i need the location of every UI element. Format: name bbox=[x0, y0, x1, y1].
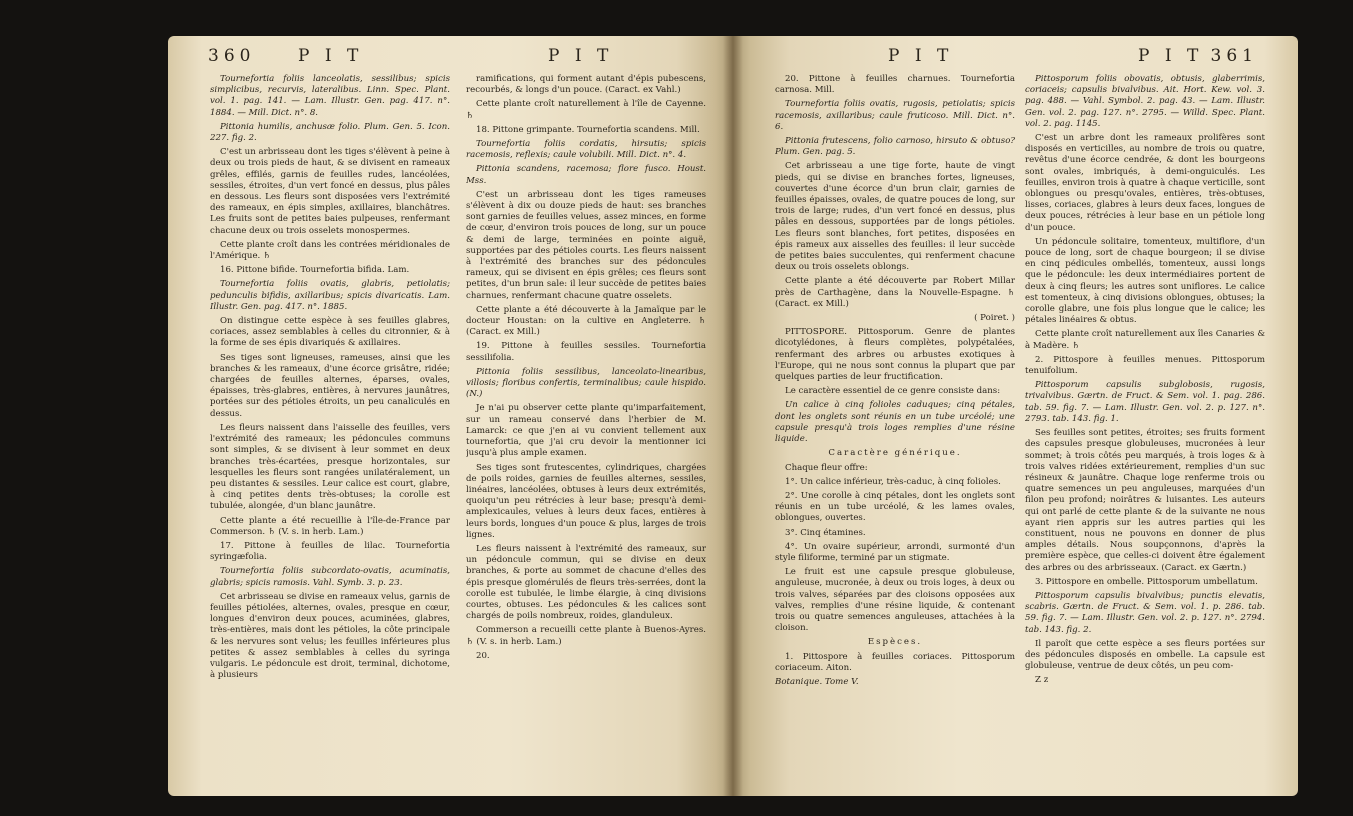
paragraph: Les fleurs naissent à l'extrémité des rameaux, sur un pédoncule commun, qui se divise en deux branches, & porte au sommet de chacune d'elles des épis presque glomérulés de fleurs très-serrées, dont la corolle est tubulée, le limbe élargie, à cinq divisions courtes, obtuses. Les pédoncules & les calices sont chargés de poils nombreux, roides, glanduleux. bbox=[466, 543, 706, 622]
paragraph: Pittonia foliis sessilibus, lanceolato-linearibus, villosis; floribus confertis, terminalibus; caule hispido. (N.) bbox=[466, 366, 706, 400]
paragraph: 16. Pittone bifide. Tournefortia bifida. Lam. bbox=[220, 265, 410, 276]
paragraph: Pittosporum capsulis bivalvibus; punctis elevatis, scabris. Gærtn. de Fruct. & Sem. vol. 1. p. 286. tab. 59. fig. 7. — Lam. Illustr. Gen. vol. 2. p. 127. n°. 2794. tab. 143. fig. 2. bbox=[1025, 590, 1265, 635]
left-page bbox=[168, 36, 733, 796]
paragraph: Cette plante croît naturellement aux îles Canaries & à Madère. ♄ bbox=[1025, 329, 1265, 351]
paragraph: Tournefortia foliis ovatis, rugosis, petiolatis; spicis racemosis, axillaribus; caule fruticoso. Mill. Dict. n°. 6. bbox=[775, 99, 1015, 132]
open-book bbox=[168, 36, 1298, 796]
left-column-2 bbox=[466, 74, 706, 786]
right-head-column-1: P I T bbox=[888, 46, 954, 66]
page-number-left: 360 bbox=[208, 46, 256, 66]
paragraph: Tournefortia foliis cordatis, hirsutis; spicis racemosis, reflexis; caule volubili. Mill. Dict. n°. 4. bbox=[466, 139, 706, 161]
paragraph: C'est un arbrisseau dont les tiges s'élèvent à peine à deux ou trois pieds de haut, & se divisent en rameaux grêles, effilés, garnis de feuilles rudes, lancéolées, sessiles, étroites, d'un vert foncé en dessus, plus pâles en dessous. Les fleurs sont disposées vers l'extrémité des rameaux, en épis simples, axillaires, blanchâtres. Les fruits sont de petites baies pulpeuses, renfermant chacune deux ou trois osselets monospermes. bbox=[210, 147, 450, 236]
paragraph: Z z bbox=[1035, 675, 1049, 686]
paragraph: 2°. Une corolle à cinq pétales, dont les onglets sont réunis en un tube urcéolé, & les lames ovales, oblongues, ouvertes. bbox=[775, 490, 1015, 524]
paragraph: 17. Pittone à feuilles de lilac. Tournefortia syringæfolia. bbox=[210, 540, 450, 563]
paragraph: Tournefortia foliis subcordato-ovatis, acuminatis, glabris; spicis ramosis. Vahl. Symb. 3. p. 23. bbox=[210, 566, 450, 588]
paragraph: Pittonia humilis, anchusæ folio. Plum. Gen. 5. Icon. 227. fig. 2. bbox=[210, 121, 450, 144]
paragraph: 2. Pittospore à feuilles menues. Pittosporum tenuifolium. bbox=[1025, 354, 1265, 377]
paragraph: Je n'ai pu observer cette plante qu'imparfaitement, sur un rameau conservé dans l'herbier de M. Lamarck: ce que j'en ai vu convient tellement aux tournefortia, que j'ai cru devoir la mentionner ici jusqu'à plus ample examen. bbox=[466, 403, 706, 459]
paragraph: Cette plante a été recueillie à l'île-de-France par Commerson. ♄ (V. s. in herb. Lam.) bbox=[210, 515, 450, 537]
paragraph: Pittosporum foliis obovatis, obtusis, glaberrimis, coriaceis; capsulis bivalvibus. Ait. Hort. Kew. vol. 3. pag. 488. — Vahl. Symbol. 2. pag. 43. — Lam. Illustr. Gen. vol. 2. pag. 127. n°. 2795. — Willd. Spec. Plant. vol. 2. pag. 1145. bbox=[1025, 74, 1265, 129]
paragraph: C'est un arbre dont les rameaux prolifères sont disposés en verticilles, au nombre de trois ou quatre, revêtus d'une écorce cendrée, & dont les bourgeons sont ovales, imbriqués, à demi-onguiculés. Les feuilles, environ trois à quatre à chaque verticille, sont oblongues ou presqu'ovales, entières, très-obtuses, lisses, coriaces, glabres à leurs deux faces, longues de deux pouces, rétrécies à leur base en un pétiole long d'un pouce. bbox=[1025, 133, 1265, 233]
left-running-head bbox=[208, 46, 703, 70]
page-number-right: 361 bbox=[1210, 46, 1258, 66]
paragraph: PITTOSPORE. Pittosporum. Genre de plantes dicotylédones, à fleurs complètes, polypétalées, renfermant des arbres ou arbustes exotiques à l'Europe, qui ne nous sont connus la plupart que par quelques parties de leur fructification. bbox=[775, 327, 1015, 383]
paragraph: Cette plante croît dans les contrées méridionales de l'Amérique. ♄ bbox=[210, 239, 450, 262]
paragraph: Les fleurs naissent dans l'aisselle des feuilles, vers l'extrémité des rameaux; les pédoncules communs sont simples, & se divisent à leur sommet en deux branches très-écartées, presque horizontales, sur lesquelles les fleurs sont rangées unilatéralement, un peu distantes & sessiles. Leur calice est court, glabre, à cinq petites dents très-obtuses; la corolle est tubulée, alongée, d'un blanc jaunâtre. bbox=[210, 422, 450, 512]
paragraph: Commerson a recueilli cette plante à Buenos-Ayres. ♄ (V. s. in herb. Lam.) bbox=[466, 625, 706, 647]
paragraph: Le caractère essentiel de ce genre consiste dans: bbox=[785, 386, 1001, 397]
paragraph: 3°. Cinq étamines. bbox=[785, 527, 866, 538]
paragraph: ramifications, qui forment autant d'épis pubescens, recourbés, & longs d'un pouce. (Caract. ex Vahl.) bbox=[466, 74, 706, 96]
paragraph: Cette plante a été découverte par Robert Millar près de Carthagène, dans la Nouvelle-Espagne. ♄ (Caract. ex Mill.) bbox=[775, 276, 1015, 309]
paragraph: 4°. Un ovaire supérieur, arrondi, surmonté d'un style filiforme, terminé par un stigmate. bbox=[775, 541, 1015, 563]
paragraph: On distingue cette espèce à ses feuilles glabres, coriaces, assez semblables à celles du citronnier, & à la forme de ses épis divariqués & axillaires. bbox=[210, 316, 450, 349]
right-column-1 bbox=[775, 74, 1015, 786]
paragraph: Ses tiges sont ligneuses, rameuses, ainsi que les branches & les rameaux, d'une écorce grisâtre, ridée; chargées de feuilles alternes, éparses, ovales, épaisses, très-glabres, entières, à nervures jaunâtres, portées sur des pétioles étroits, un peu canaliculés en dessus. bbox=[210, 352, 450, 419]
paragraph: Un pédoncule solitaire, tomenteux, multiflore, d'un pouce de long, sort de chaque bourgeon; il se divise en cinq pédicules ombellés, tomenteux, aussi longs que le pédoncule: les deux intermédiaires portent de deux à cinq fleurs; les autres sont uniflores. Le calice est tomenteux, à cinq divisions oblongues, obtuses; la corolle glabre, une fois plus longue que le calice; les pétales linéaires & obtus. bbox=[1025, 236, 1265, 326]
right-page bbox=[733, 36, 1298, 796]
paragraph: Pittosporum capsulis subglobosis, rugosis, trivalvibus. Gærtn. de Fruct. & Sem. vol. 1. pag. 286. tab. 59. fig. 7. — Lam. Illustr. Gen. vol. 2. p. 127. n°. 2793. tab. 143. fig. 1. bbox=[1025, 380, 1265, 424]
paragraph: 3. Pittospore en ombelle. Pittosporum umbellatum. bbox=[1035, 576, 1258, 587]
paragraph: Espèces. bbox=[867, 637, 923, 648]
paragraph: Un calice à cinq folioles caduques; cinq pétales, dont les onglets sont réunis en un tube urcéolé; une capsule presqu'à trois loges remplies d'une résine liquide. bbox=[775, 400, 1015, 445]
paragraph: Cette plante croît naturellement à l'île de Cayenne. ♄ bbox=[466, 99, 706, 121]
paragraph: Il paroît que cette espèce a ses fleurs portées sur des pédoncules disposés en ombelle. La capsule est globuleuse, ventrue de deux côtés, un peu com- bbox=[1025, 638, 1265, 672]
paragraph: Cet arbrisseau a une tige forte, haute de vingt pieds, qui se divise en branches fortes, ligneuses, couvertes d'une écorce d'un brun clair, garnies de feuilles épaisses, ovales, de quatre pouces de long, sur trois de large; rudes, d'un vert foncé en dessus, plus pâles en dessous, supportées par de longs pétioles. Les fleurs sont blanches, fort petites, disposées en épis rameux aux aisselles des feuilles: il leur succède de petites baies succulentes, qui renferment chacune deux ou trois osselets oblongs. bbox=[775, 161, 1015, 273]
paragraph: C'est un arbrisseau dont les tiges rameuses s'élèvent à dix ou douze pieds de haut: ses branches sont garnies de feuilles velues, assez minces, en forme de cœur, d'environ trois pouces de long, sur un pouce & demi de large, terminées en pointe aiguë, supportées par des pétioles courts. Les fleurs naissent à l'extrémité des branches sur des pédoncules rameux, qui se divisent en épis grêles; ces fleurs sont petites, d'un brun sale: il leur succède de petites baies charnues, renfermant chacune quatre osselets. bbox=[466, 189, 706, 301]
paragraph: Le fruit est une capsule presque globuleuse, anguleuse, mucronée, à deux ou trois loges, à deux ou trois valves, séparées par des cloisons opposées aux valves, remplies d'une résine liquide, & contenant trois ou quatre semences anguleuses, attachées à la cloison. bbox=[775, 567, 1015, 634]
paragraph: 18. Pittone grimpante. Tournefortia scandens. Mill. bbox=[476, 124, 700, 135]
right-head-column-2: P I T bbox=[1138, 46, 1204, 66]
paragraph: 20. bbox=[476, 650, 490, 661]
paragraph: Pittonia scandens, racemosa; flore fusco. Houst. Mss. bbox=[466, 164, 706, 186]
paragraph: Tournefortia foliis ovatis, glabris, petiolatis; pedunculis bifidis, axillaribus; spicis divaricatis. Lam. Illustr. Gen. pag. 417. n°. 1885. bbox=[210, 279, 450, 312]
paragraph: Ses tiges sont frutescentes, cylindriques, chargées de poils roides, garnies de feuilles alternes, sessiles, linéaires, lancéolées, obtuses à leurs deux extrémités, quoiqu'un peu rétrécies à leur base; presqu'à demi-amplexicaules, velues à leurs deux faces, entières à leurs bords, longues d'un pouce & plus, larges de trois lignes. bbox=[466, 462, 706, 540]
right-column-2 bbox=[1025, 74, 1265, 786]
paragraph: Cet arbrisseau se divise en rameaux velus, garnis de feuilles pétiolées, alternes, ovales, presque en cœur, longues d'environ deux pouces, acuminées, glabres, très-entières, mais dont les pétioles, la côte principale & les nervures sont velus; les feuilles inférieures plus petites & assez semblables à celles du syringa vulgaris. Le pédoncule est droit, terminal, dichotome, à plusieurs bbox=[210, 591, 450, 681]
paragraph: Chaque fleur offre: bbox=[785, 462, 868, 473]
paragraph: Botanique. Tome V. bbox=[775, 676, 859, 687]
right-running-head bbox=[763, 46, 1258, 70]
paragraph: ( Poiret. ) bbox=[974, 313, 1015, 324]
paragraph: 20. Pittone à feuilles charnues. Tournefortia carnosa. Mill. bbox=[775, 74, 1015, 96]
paragraph: 1. Pittospore à feuilles coriaces. Pittosporum coriaceum. Aiton. bbox=[775, 651, 1015, 673]
paragraph: Pittonia frutescens, folio carnoso, hirsuto & obtuso? Plum. Gen. pag. 5. bbox=[775, 136, 1015, 158]
left-head-column-1: P I T bbox=[298, 46, 364, 66]
left-column-1 bbox=[210, 74, 450, 786]
paragraph: Cette plante a été découverte à la Jamaïque par le docteur Houstan: on la cultive en Angleterre. ♄ (Caract. ex Mill.) bbox=[466, 304, 706, 338]
left-head-column-2: P I T bbox=[548, 46, 614, 66]
paragraph: Ses feuilles sont petites, étroites; ses fruits forment des capsules presque globuleuses, mucronées à leur sommet; à trois côtés peu marqués, à trois loges & à trois valves ridées extérieurement, remplies d'un suc résineux & jaunâtre. Chaque loge renferme trois ou quatre semences un peu anguleuses, marquées d'un filon peu profond; noirâtres & luisantes. Les auteurs qui ont parlé de cette plante & de la suivante ne nous ayant rien appris sur les autres parties qui les constituent, nous ne pouvons en donner de plus amples détails. Nous soupçonnons, d'après la première espèce, que celles-ci doivent être également des arbres ou des arbrisseaux. (Caract. ex Gærtn.) bbox=[1025, 428, 1265, 573]
paragraph: 1°. Un calice inférieur, très-caduc, à cinq folioles. bbox=[785, 476, 1001, 487]
paragraph: 19. Pittone à feuilles sessiles. Tournefortia sessilifolia. bbox=[466, 341, 706, 363]
paragraph: Caractère générique. bbox=[828, 448, 962, 459]
paragraph: Tournefortia foliis lanceolatis, sessilibus; spicis simplicibus, recurvis, lateralibus. Linn. Spec. Plant. vol. 1. pag. 141. — Lam. Illustr. Gen. pag. 417. n°. 1884. — Mill. Dict. n°. 8. bbox=[210, 74, 450, 118]
